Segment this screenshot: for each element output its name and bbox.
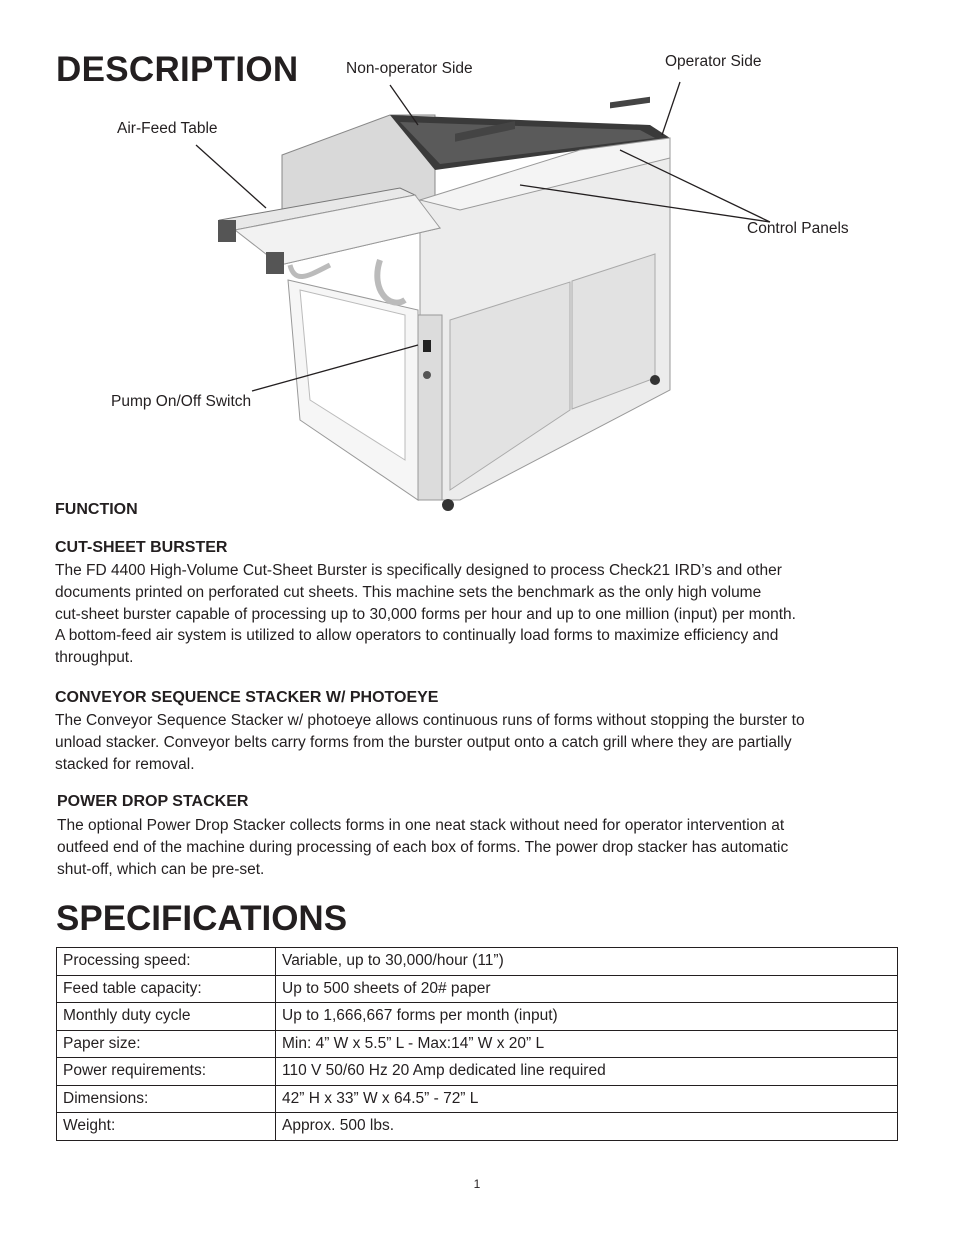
spec-value: 42” H x 33” W x 64.5” - 72” L: [276, 1085, 898, 1113]
paragraph-line: shut-off, which can be pre-set.: [57, 860, 265, 878]
paragraph-line: cut-sheet burster capable of processing up to 30,000 forms per hour and up to one million (input) per month.: [55, 605, 796, 623]
table-row: [57, 1003, 898, 1031]
description-heading: DESCRIPTION: [56, 50, 299, 89]
table-row: [57, 948, 898, 976]
operator-side-label: Operator Side: [665, 53, 762, 70]
table-row: [57, 1085, 898, 1113]
cut-sheet-burster-paragraph: [55, 560, 796, 669]
paragraph-line: A bottom-feed air system is utilized to allow operators to continually load forms to maximize efficiency and: [55, 627, 779, 645]
power-drop-stacker-heading: POWER DROP STACKER: [57, 793, 249, 810]
spec-value: Up to 1,666,667 forms per month (input): [276, 1003, 898, 1031]
paragraph-line: The Conveyor Sequence Stacker w/ photoeye allows continuous runs of forms without stopping the burster to: [55, 712, 805, 729]
non-operator-side-label: Non-operator Side: [346, 60, 473, 77]
table-row: [57, 1113, 898, 1141]
spec-label: Monthly duty cycle: [57, 1003, 276, 1031]
power-drop-stacker-paragraph: [57, 815, 788, 880]
spec-value: Up to 500 sheets of 20# paper: [276, 975, 898, 1003]
callout-leader-lines: [0, 0, 954, 520]
table-row: [57, 1058, 898, 1086]
spec-label: Power requirements:: [57, 1058, 276, 1086]
pump-switch-label: Pump On/Off Switch: [111, 393, 252, 410]
specifications-table: [56, 947, 898, 1141]
paragraph-line: documents printed on perforated cut sheets. This machine sets the benchmark as the only high volume: [55, 583, 762, 601]
conveyor-stacker-paragraph: [55, 710, 805, 775]
function-heading: FUNCTION: [55, 501, 138, 518]
table-row: [57, 1030, 898, 1058]
conveyor-stacker-heading: CONVEYOR SEQUENCE STACKER W/ PHOTOEYE: [55, 689, 439, 706]
spec-value: Approx. 500 lbs.: [276, 1113, 898, 1141]
paragraph-line: unload stacker. Conveyor belts carry forms from the burster output onto a catch grill where they are partially: [55, 733, 792, 751]
paragraph-line: stacked for removal.: [55, 755, 195, 773]
spec-label: Dimensions:: [57, 1085, 276, 1113]
paragraph-line: The optional Power Drop Stacker collects forms in one neat stack without need for operator intervention at: [57, 817, 785, 834]
spec-label: Weight:: [57, 1113, 276, 1141]
air-feed-table-label: Air-Feed Table: [117, 120, 218, 137]
table-row: [57, 975, 898, 1003]
paragraph-line: throughput.: [55, 649, 134, 667]
spec-value: Min: 4” W x 5.5” L - Max:14” W x 20” L: [276, 1030, 898, 1058]
spec-label: Feed table capacity:: [57, 975, 276, 1003]
specifications-heading: SPECIFICATIONS: [56, 899, 348, 938]
page-number: 1: [473, 1177, 481, 1191]
spec-label: Paper size:: [57, 1030, 276, 1058]
spec-value: Variable, up to 30,000/hour (11”): [276, 948, 898, 976]
control-panels-label: Control Panels: [747, 220, 849, 237]
paragraph-line: outfeed end of the machine during processing of each box of forms. The power drop stacker has automatic: [57, 838, 789, 856]
paragraph-line: The FD 4400 High-Volume Cut-Sheet Burster is specifically designed to process Check21 IRD’s and other: [55, 562, 782, 579]
spec-label: Processing speed:: [57, 948, 276, 976]
spec-value: 110 V 50/60 Hz 20 Amp dedicated line required: [276, 1058, 898, 1086]
cut-sheet-burster-heading: CUT-SHEET BURSTER: [55, 539, 228, 556]
